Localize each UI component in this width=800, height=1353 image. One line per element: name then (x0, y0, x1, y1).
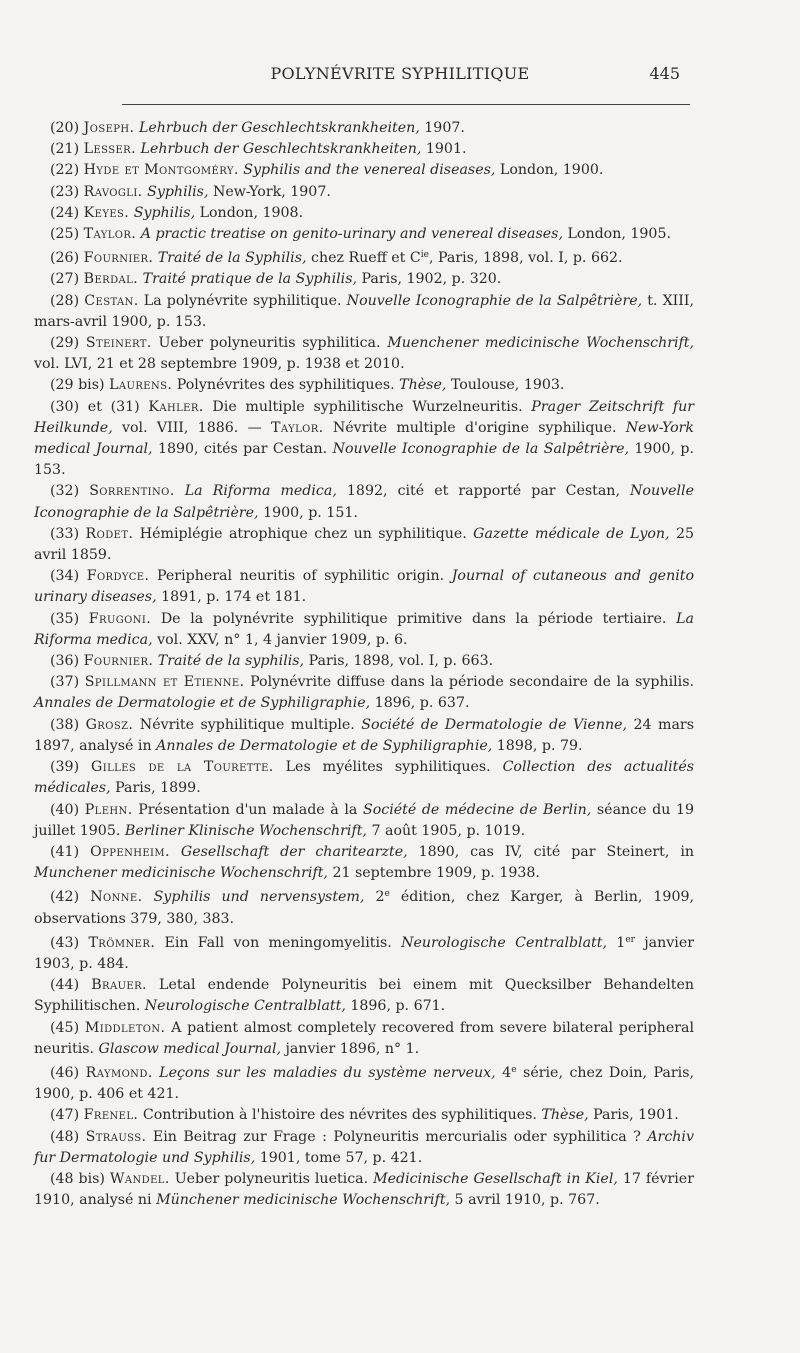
reference-text: Polynévrites des syphilitiques. (176, 377, 400, 394)
reference-text: 7 août 1905, p. 1019. (366, 822, 526, 839)
reference-text: 17 février 1910, analysé ni (34, 1170, 694, 1209)
reference-text: Polynévrite diffuse dans la période secondaire de la syphilis. (250, 674, 695, 691)
reference-entry (34, 757, 694, 799)
reference-text: 1907. (419, 120, 465, 136)
reference-number: (42) (50, 889, 80, 906)
reference-entry (34, 1060, 694, 1105)
reference-text: 1890, cités par Cestan. (152, 441, 333, 458)
reference-text: Die multiple syphilitische Wurzelneuritis. (212, 398, 532, 415)
reference-entry (34, 375, 694, 396)
reference-text: Taylor. (271, 419, 324, 436)
reference-text: vol. VIII, 1886. — (112, 419, 271, 436)
reference-entry (34, 291, 694, 333)
reference-author: Frenel. (83, 1107, 139, 1124)
reference-entry (34, 566, 694, 608)
reference-text: janvier 1903, p. 484. (34, 934, 694, 972)
reference-author: Laurens. (109, 377, 173, 394)
reference-title: Glascow medical Journal, (98, 1040, 281, 1057)
reference-author: Middleton. (84, 1019, 166, 1036)
reference-text: ie (420, 250, 429, 261)
reference-text: 1891, p. 174 et 181. (156, 589, 307, 606)
reference-title: Medicinische Gesellschaft in Kiel, (373, 1170, 618, 1187)
reference-entry (34, 524, 694, 566)
reference-entry (34, 1127, 694, 1169)
reference-number: (45) (50, 1019, 80, 1036)
reference-title: Syphilis, (147, 183, 209, 200)
reference-entry (34, 1018, 694, 1060)
reference-title: Traité pratique de la Syphilis, (142, 271, 357, 288)
reference-title: Muenchener medicinische Wochenschrift, (387, 335, 695, 352)
reference-text: Ueber polyneuritis luetica. (174, 1170, 374, 1187)
reference-author: Taylor. (83, 226, 137, 243)
reference-text: Ein Fall von meningomyelitis. (164, 934, 402, 951)
reference-text: Paris, 1898, vol. I, p. 663. (304, 653, 494, 670)
reference-text: 25 avril 1859. (34, 525, 694, 564)
reference-text: 1901. (421, 141, 467, 158)
reference-entry (34, 139, 694, 160)
reference-title: Lehrbuch der Geschlechtskrankheiten, (140, 141, 422, 158)
reference-entry (34, 245, 694, 269)
reference-number: (46) (50, 1064, 80, 1081)
reference-number: (22) (50, 162, 80, 179)
reference-number: (29) (50, 335, 80, 352)
reference-title: Société de médecine de Berlin, (362, 801, 592, 818)
reference-text: 1892, cité et rapporté par Cestan, (336, 483, 631, 500)
reference-text: janvier 1896, n° 1. (281, 1040, 420, 1057)
reference-title: Nouvelle Iconographie de la Salpêtrière, (346, 292, 643, 309)
reference-text: Paris, 1899. (110, 780, 201, 797)
reference-text: Contribution à l'histoire des névrites des syphilitiques. (142, 1107, 542, 1124)
reference-number: (25) (50, 226, 80, 243)
reference-text: London, 1900. (495, 162, 604, 179)
reference-number: (40) (50, 801, 80, 818)
reference-text: série, chez Doin, Paris, 1900, p. 406 et 421. (34, 1064, 695, 1103)
reference-number: (48 bis) (50, 1170, 105, 1187)
reference-text: Névrite multiple d'origine syphilique. (323, 419, 626, 436)
reference-text: London, 1908. (195, 204, 304, 221)
reference-text: 5 avril 1910, p. 767. (450, 1192, 600, 1209)
reference-number: (36) (50, 653, 80, 670)
reference-title: Syphilis and the venereal diseases, (243, 162, 496, 179)
reference-text: Peripheral neuritis of syphilitic origin. (157, 568, 452, 585)
reference-text: 1900, p. 151. (258, 504, 358, 521)
reference-entry (34, 397, 694, 482)
reference-author: Plehn. (84, 801, 133, 818)
reference-text: édition, chez Karger, à Berlin, 1909, observations 379, 380, 383. (34, 889, 695, 927)
reference-number: (23) (50, 183, 80, 200)
reference-title: Traité de la syphilis, (157, 653, 305, 670)
reference-number: (24) (50, 204, 80, 221)
reference-author: Gilles de la Tourette. (91, 759, 274, 776)
reference-title: Collection des actualités médicales, (34, 759, 695, 797)
reference-text: London, 1905. (562, 226, 671, 243)
reference-author: Raymond. (85, 1064, 153, 1081)
reference-entry (34, 1169, 694, 1211)
reference-author: Wandel. (109, 1170, 170, 1187)
reference-entry (34, 715, 694, 757)
reference-text: Névrite syphilitique multiple. (139, 716, 362, 733)
reference-number: (44) (50, 977, 80, 994)
reference-text: New-York, 1907. (208, 183, 331, 200)
page-header (120, 64, 680, 90)
reference-text: 1896, p. 637. (370, 695, 470, 712)
reference-text: t. XIII, mars-avril 1900, p. 153. (34, 292, 695, 330)
reference-entry (34, 1105, 694, 1126)
reference-text: 1890, cas IV, cité par Steinert, in (407, 843, 694, 860)
reference-text: e (511, 1064, 517, 1075)
reference-title: Journal of cutaneous and genito urinary diseases, (34, 568, 694, 606)
reference-number: (26) (50, 250, 80, 267)
reference-text: Ein Beitrag zur Frage : Polyneuritis mercurialis oder syphilitica ? (152, 1128, 648, 1145)
reference-entry (34, 333, 694, 375)
reference-author: Grosz. (85, 716, 134, 733)
reference-title: Annales de Dermatologie et de Syphiligraphie, (34, 695, 371, 712)
reference-text: Letal endende Polyneuritis bei einem mit Quecksilber Behandelten Syphilitischen. (34, 977, 694, 1015)
reference-number: (29 bis) (50, 377, 105, 394)
reference-entry (34, 842, 694, 884)
reference-entry (34, 160, 694, 181)
reference-entry (34, 481, 694, 523)
reference-title: Annales de Dermatologie et de Syphiligraphie, (156, 737, 493, 754)
reference-author: Spillmann et Etienne. (84, 674, 245, 691)
reference-title: Société de Dermatologie de Vienne, (361, 716, 628, 733)
reference-author: Nonne. (90, 889, 143, 906)
reference-text: 1896, p. 671. (345, 998, 446, 1015)
reference-text: 1900, p. 153. (34, 441, 694, 479)
reference-number: (32) (50, 483, 80, 500)
reference-author: Brauer. (91, 977, 147, 994)
reference-title: New-York medical Journal, (34, 419, 694, 458)
reference-text: e (384, 889, 390, 900)
reference-entry (34, 182, 694, 203)
reference-text: Paris, 1901. (588, 1107, 679, 1124)
running-title: POLYNÉVRITE SYPHILITIQUE (270, 64, 530, 83)
reference-entry (34, 930, 694, 975)
reference-number: (34) (50, 568, 80, 585)
page-number: 445 (649, 64, 680, 83)
reference-title: Gesellschaft der charitearzte, (180, 843, 408, 860)
reference-text: 1898, p. 79. (492, 737, 583, 754)
reference-author: Fordyce. (86, 568, 150, 585)
reference-author: Ravogli. (83, 183, 143, 200)
reference-number: (48) (50, 1128, 80, 1145)
reference-title: Syphilis und nervensystem, (153, 889, 365, 906)
reference-title: A practic treatise on genito-urinary and venereal diseases, (140, 226, 563, 243)
reference-number: (38) (50, 716, 80, 733)
reference-title: Leçons sur les maladies du système nerveux, (159, 1064, 496, 1081)
reference-number: (41) (50, 843, 80, 860)
reference-author: Rodet. (85, 525, 134, 542)
reference-author: Steinert. (85, 335, 152, 352)
header-rule (122, 104, 690, 105)
reference-text: chez Rueff et C (306, 250, 421, 267)
reference-text: A patient almost completely recovered from severe bilateral peripheral neuritis. (34, 1019, 694, 1057)
reference-author: Lesser. (83, 141, 137, 158)
reference-text: 2 (364, 889, 385, 906)
reference-text: vol. XXV, n° 1, 4 janvier 1909, p. 6. (152, 631, 408, 648)
reference-title: Thèse, (541, 1107, 589, 1124)
reference-number: (39) (50, 759, 80, 776)
reference-number: (37) (50, 674, 80, 691)
reference-author: Sorrentino. (89, 483, 175, 500)
reference-text: 4 (495, 1064, 512, 1081)
reference-entry (34, 672, 694, 714)
reference-title: Traité de la Syphilis, (157, 250, 307, 267)
reference-title: Archiv fur Dermatologie und Syphilis, (34, 1128, 694, 1166)
reference-author: Hyde et Montgoméry. (83, 162, 239, 179)
reference-text: 1 (606, 934, 626, 951)
reference-title: Lehrbuch der Geschlechtskrankheiten, (138, 120, 420, 136)
reference-title: Nouvelle Iconographie de la Salpêtrière, (332, 441, 630, 458)
reference-entry (34, 884, 694, 929)
reference-entry (34, 800, 694, 842)
reference-number: (21) (50, 141, 80, 158)
reference-title: La Riforma medica, (184, 483, 337, 500)
reference-entry (34, 975, 694, 1017)
reference-title: Neurologische Centralblatt, (401, 934, 607, 951)
reference-number: (30) et (31) (50, 398, 140, 415)
reference-author: Fournier. (83, 653, 154, 670)
reference-entry (34, 269, 694, 290)
reference-title: Thèse, (399, 377, 447, 394)
reference-text: séance du 19 juillet 1905. (34, 801, 694, 839)
reference-title: Munchener medicinische Wochenschrift, (34, 865, 328, 882)
reference-entry (34, 224, 694, 245)
reference-author: Strauss. (85, 1128, 147, 1145)
reference-text: vol. LVI, 21 et 28 septembre 1909, p. 1938 et 2010. (34, 356, 405, 373)
reference-title: Nouvelle Iconographie de la Salpêtrière, (34, 483, 694, 521)
reference-text: Paris, 1902, p. 320. (357, 271, 502, 288)
reference-text: 21 septembre 1909, p. 1938. (327, 865, 540, 882)
reference-text: De la polynévrite syphilitique primitive dans la période tertiaire. (160, 610, 677, 627)
reference-entry (34, 118, 694, 139)
reference-text: Toulouse, 1903. (446, 377, 565, 394)
reference-text: , Paris, 1898, vol. I, p. 662. (428, 250, 623, 267)
reference-entry (34, 609, 694, 651)
reference-author: Joseph. (83, 120, 135, 136)
reference-text: Les myélites syphilitiques. (285, 759, 503, 776)
reference-title: Gazette médicale de Lyon, (473, 525, 670, 542)
reference-number: (28) (50, 292, 80, 309)
reference-author: Oppenheim. (90, 843, 170, 860)
reference-entry (34, 203, 694, 224)
reference-number: (43) (50, 934, 80, 951)
reference-number: (35) (50, 610, 80, 627)
reference-author: Keyes. (83, 204, 130, 221)
reference-entry (34, 651, 694, 672)
reference-number: (33) (50, 525, 80, 542)
reference-author: Frugoni. (88, 610, 152, 627)
reference-author: Berdal. (83, 271, 139, 288)
reference-author: Kahler. (148, 398, 204, 415)
reference-text: er (625, 934, 635, 945)
reference-text: Présentation d'un malade à la (138, 801, 363, 818)
reference-author: Cestan. (84, 292, 139, 309)
reference-title: Syphilis, (133, 204, 196, 221)
reference-text: 1901, tome 57, p. 421. (255, 1149, 423, 1166)
reference-text: Hémiplégie atrophique chez un syphilitique. (139, 525, 474, 542)
reference-title: Berliner Klinische Wochenschrift, (124, 822, 367, 839)
reference-text: La polynévrite syphilitique. (143, 292, 347, 309)
reference-author: Fournier. (83, 250, 154, 267)
reference-author: Trömner. (88, 934, 156, 951)
reference-title: La Riforma medica, (34, 610, 694, 648)
reference-text: Ueber polyneuritis syphilitica. (158, 335, 388, 352)
reference-number: (47) (50, 1107, 80, 1124)
reference-number: (27) (50, 271, 80, 288)
reference-list (34, 118, 694, 1211)
reference-title: Münchener medicinische Wochenschrift, (156, 1192, 451, 1209)
reference-number: (20) (50, 120, 80, 136)
reference-title: Neurologische Centralblatt, (144, 998, 346, 1015)
reference-title: Prager Zeitschrift fur Heilkunde, (34, 398, 694, 436)
reference-text: 24 mars 1897, analysé in (34, 716, 694, 754)
